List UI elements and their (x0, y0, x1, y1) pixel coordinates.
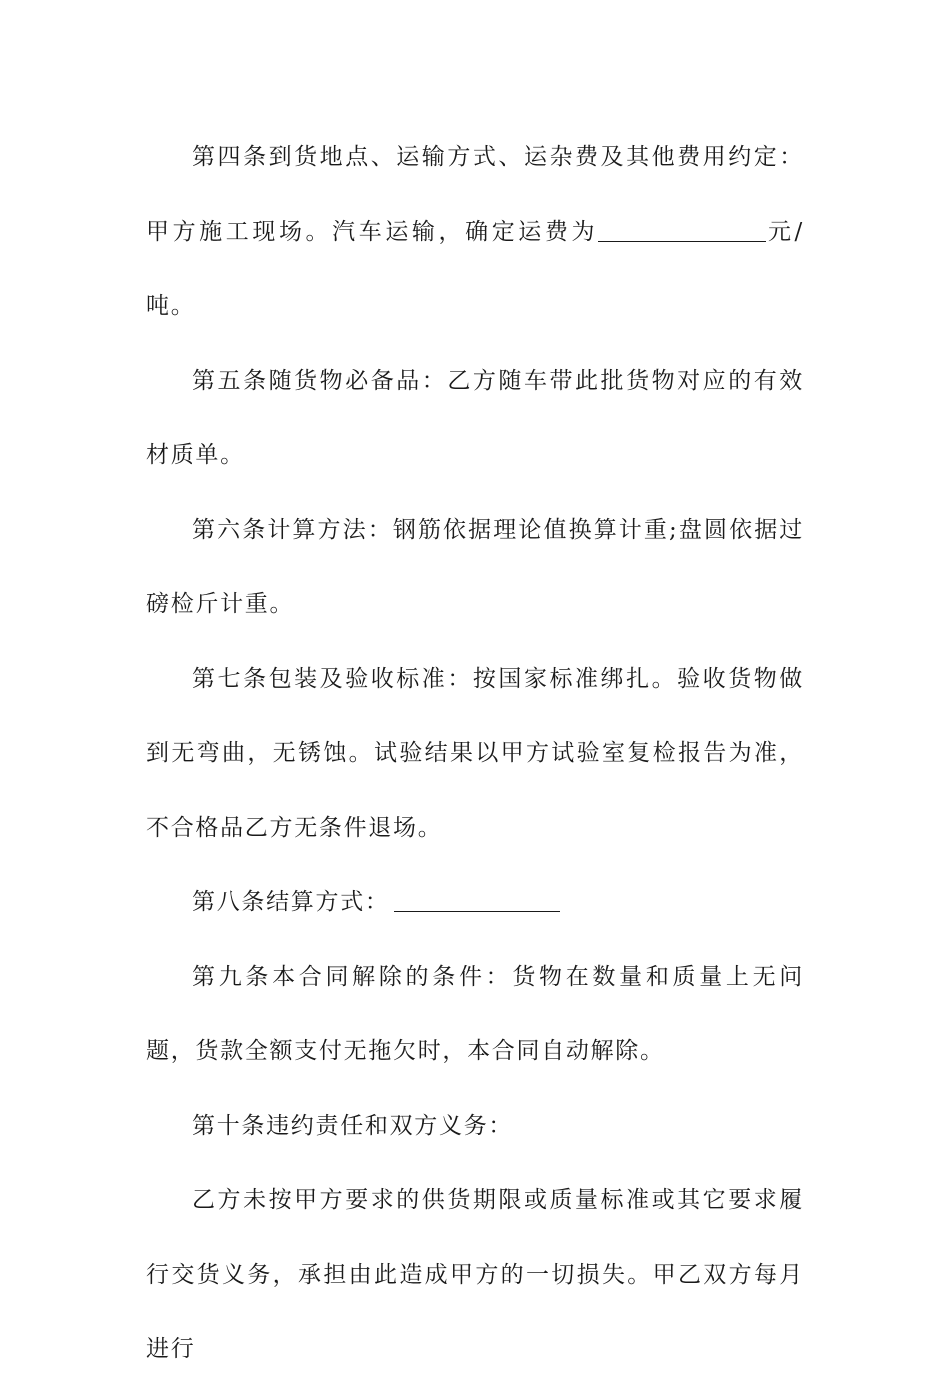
clause-10-detail: 乙方未按甲方要求的供货期限或质量标准或其它要求履行交货义务，承担由此造成甲方的一切损失。甲乙双方每月进行 (146, 1187, 804, 1362)
clause-4 (146, 120, 804, 344)
freight-fee-blank (598, 218, 766, 242)
clause-4-unit: 元/吨。 (146, 218, 804, 319)
clause-5: 第五条随货物必备品：乙方随车带此批货物对应的有效材质单。 (146, 367, 804, 468)
clause-8-text: 第八条结算方式： (192, 889, 390, 915)
contract-body (146, 120, 804, 1387)
clause-8 (146, 865, 804, 940)
settlement-method-blank (394, 888, 560, 912)
clause-7: 第七条包装及验收标准：按国家标准绑扎。验收货物做到无弯曲，无锈蚀。试验结果以甲方试验室复检报告为准，不合格品乙方无条件退场。 (146, 665, 804, 841)
clause-4-text: 第四条到货地点、运输方式、运杂费及其他费用约定：甲方施工现场。汽车运输，确定运费为 (146, 144, 804, 245)
clause-9: 第九条本合同解除的条件：货物在数量和质量上无问题，货款全额支付无拖欠时，本合同自动解除。 (146, 963, 804, 1064)
clause-6: 第六条计算方法：钢筋依据理论值换算计重;盘圆依据过磅检斤计重。 (146, 516, 804, 617)
clause-10: 第十条违约责任和双方义务： (192, 1112, 514, 1139)
